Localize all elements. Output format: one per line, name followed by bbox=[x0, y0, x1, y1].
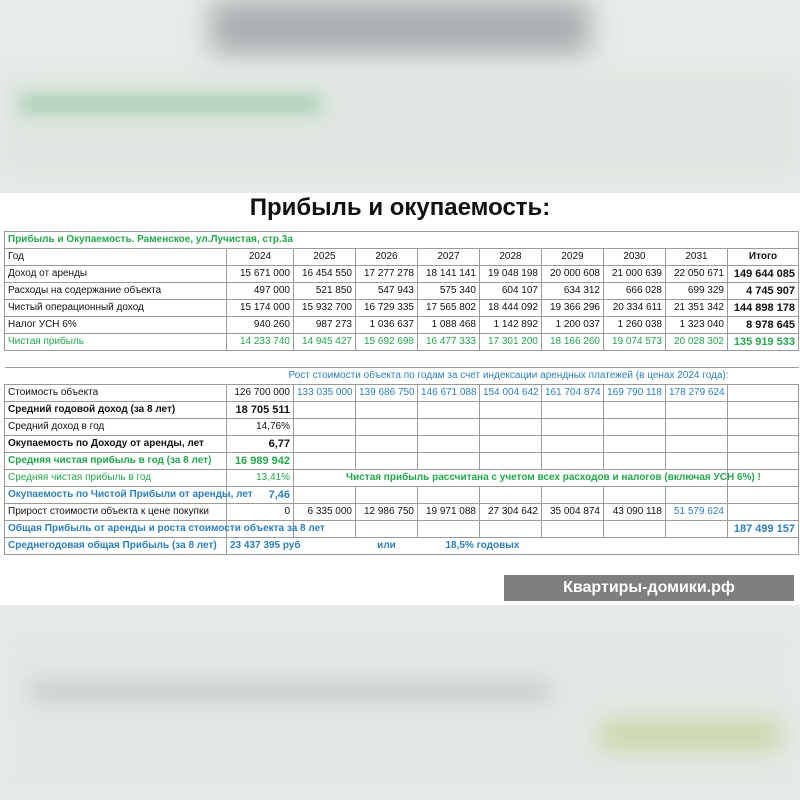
cell-value: 666 028 bbox=[604, 283, 666, 300]
row-label: Общая Прибыль от аренды и роста стоимости объекта за 8 лет bbox=[5, 521, 227, 538]
cell-value: 14 233 740 bbox=[227, 334, 294, 351]
cell-value: 17 301 200 bbox=[480, 334, 542, 351]
cell-value: 1 323 040 bbox=[666, 317, 728, 334]
cell-value: 51 579 624 bbox=[666, 504, 728, 521]
table-row bbox=[5, 266, 799, 283]
row-label: Средний доход в год bbox=[5, 419, 227, 436]
row-label: Средняя чистая прибыль в год (за 8 лет) bbox=[5, 453, 227, 470]
cell-value: 154 004 642 bbox=[480, 385, 542, 402]
header-label: Год bbox=[5, 249, 227, 266]
avg-total-pct: 18,5% годовых bbox=[445, 540, 520, 551]
avg-net-row bbox=[5, 453, 799, 470]
cell-value: 19 971 088 bbox=[418, 504, 480, 521]
total-header: Итого bbox=[728, 249, 799, 266]
table-row bbox=[5, 300, 799, 317]
cell-value: 16 989 942 bbox=[227, 453, 294, 470]
row-label: Среднегодовая общая Прибыль (за 8 лет) bbox=[5, 538, 227, 555]
row-label: Окупаемость по Чистой Прибыли от аренды, лет bbox=[5, 487, 227, 504]
cell-value: 17 277 278 bbox=[356, 266, 418, 283]
year-header: 2029 bbox=[542, 249, 604, 266]
row-label: Средняя чистая прибыль в год bbox=[5, 470, 227, 487]
avg-income-pct-row bbox=[5, 419, 799, 436]
avg-total-value: 23 437 395 руб bbox=[230, 540, 301, 551]
cell-value: 20 028 302 bbox=[666, 334, 728, 351]
cell-value: 1 200 037 bbox=[542, 317, 604, 334]
year-header: 2028 bbox=[480, 249, 542, 266]
cell-value: 940 260 bbox=[227, 317, 294, 334]
year-header: 2027 bbox=[418, 249, 480, 266]
profit-card bbox=[0, 193, 800, 605]
cell-total: 8 978 645 bbox=[728, 317, 799, 334]
cell-value: 14 945 427 bbox=[294, 334, 356, 351]
cell-value: 987 273 bbox=[294, 317, 356, 334]
cell-total: 135 919 533 bbox=[728, 334, 799, 351]
profit-table bbox=[4, 231, 799, 555]
cell-value: 604 107 bbox=[480, 283, 542, 300]
cell-value: 169 790 118 bbox=[604, 385, 666, 402]
net-profit-note: Чистая прибыль рассчитана с учетом всех расходов и налогов (включая УСН 6%) ! bbox=[346, 472, 761, 483]
cell-value: 18 141 141 bbox=[418, 266, 480, 283]
cell-value: 15 932 700 bbox=[294, 300, 356, 317]
cell-value: 6 335 000 bbox=[294, 504, 356, 521]
cell-value: 7,46 bbox=[227, 487, 294, 504]
cell-total: 187 499 157 bbox=[728, 521, 799, 538]
row-label: Окупаемость по Доходу от аренды, лет bbox=[5, 436, 227, 453]
table-row bbox=[5, 283, 799, 300]
row-label: Прирост стоимости объекта к цене покупки bbox=[5, 504, 227, 521]
row-label: Чистый операционный доход bbox=[5, 300, 227, 317]
cell-total: 144 898 178 bbox=[728, 300, 799, 317]
cell-value: 22 050 671 bbox=[666, 266, 728, 283]
cell-value: 14,76% bbox=[227, 419, 294, 436]
cell-value: 20 000 608 bbox=[542, 266, 604, 283]
cell-value: 133 035 000 bbox=[294, 385, 356, 402]
cell-value: 699 329 bbox=[666, 283, 728, 300]
cell-value: 19 366 296 bbox=[542, 300, 604, 317]
table-row bbox=[5, 317, 799, 334]
cell-value: 13,41% bbox=[227, 470, 294, 487]
cell-value: 16 454 550 bbox=[294, 266, 356, 283]
sheet-title-row bbox=[5, 232, 799, 249]
cell-total: 4 745 907 bbox=[728, 283, 799, 300]
cell-value: 12 986 750 bbox=[356, 504, 418, 521]
cell-value: 35 004 874 bbox=[542, 504, 604, 521]
cell-value: 21 351 342 bbox=[666, 300, 728, 317]
cell-value: 178 279 624 bbox=[666, 385, 728, 402]
cell-value: 20 334 611 bbox=[604, 300, 666, 317]
avg-total-row bbox=[5, 538, 799, 555]
sheet-title: Прибыль и Окупаемость. Раменское, ул.Лучистая, стр.3а bbox=[5, 232, 799, 249]
cell-value: 15 671 000 bbox=[227, 266, 294, 283]
growth-note: Рост стоимости объекта по годам за счет индексации арендных платежей (в ценах 2024 года): bbox=[288, 370, 729, 381]
watermark-logo: Квартиры-домики.рф bbox=[504, 575, 794, 601]
row-label: Стоимость объекта bbox=[5, 385, 227, 402]
cell-value: 1 036 637 bbox=[356, 317, 418, 334]
cell-value: 21 000 639 bbox=[604, 266, 666, 283]
cell-value: 17 565 802 bbox=[418, 300, 480, 317]
cell-value: 126 700 000 bbox=[227, 385, 294, 402]
year-header: 2030 bbox=[604, 249, 666, 266]
year-header: 2024 bbox=[227, 249, 294, 266]
cell-value: 1 260 038 bbox=[604, 317, 666, 334]
row-label: Налог УСН 6% bbox=[5, 317, 227, 334]
cell-value: 634 312 bbox=[542, 283, 604, 300]
cell-value: 16 477 333 bbox=[418, 334, 480, 351]
cell-value: 0 bbox=[227, 504, 294, 521]
cell-value: 18 444 092 bbox=[480, 300, 542, 317]
cell-value: 521 850 bbox=[294, 283, 356, 300]
cell-value: 139 686 750 bbox=[356, 385, 418, 402]
year-header: 2031 bbox=[666, 249, 728, 266]
row-label: Чистая прибыль bbox=[5, 334, 227, 351]
year-header: 2025 bbox=[294, 249, 356, 266]
row-label: Расходы на содержание объекта bbox=[5, 283, 227, 300]
cell-value: 575 340 bbox=[418, 283, 480, 300]
payback-net-row bbox=[5, 487, 799, 504]
header-row bbox=[5, 249, 799, 266]
total-profit-row bbox=[5, 521, 799, 538]
cell-value: 6,77 bbox=[227, 436, 294, 453]
object-value-row bbox=[5, 385, 799, 402]
cell-value: 15 692 698 bbox=[356, 334, 418, 351]
cell-total: 149 644 085 bbox=[728, 266, 799, 283]
payback-income-row bbox=[5, 436, 799, 453]
value-increase-row bbox=[5, 504, 799, 521]
avg-total-or: или bbox=[356, 538, 418, 555]
cell-value: 146 671 088 bbox=[418, 385, 480, 402]
cell-value: 43 090 118 bbox=[604, 504, 666, 521]
cell-value: 161 704 874 bbox=[542, 385, 604, 402]
growth-note-row bbox=[5, 368, 799, 385]
cell-value: 15 174 000 bbox=[227, 300, 294, 317]
year-header: 2026 bbox=[356, 249, 418, 266]
cell-value: 19 074 573 bbox=[604, 334, 666, 351]
cell-value: 18 166 260 bbox=[542, 334, 604, 351]
net-profit-row bbox=[5, 334, 799, 351]
avg-income-row bbox=[5, 402, 799, 419]
spacer-row bbox=[5, 351, 799, 368]
page-title: Прибыль и окупаемость: bbox=[249, 194, 551, 221]
cell-value: 27 304 642 bbox=[480, 504, 542, 521]
cell-value: 19 048 198 bbox=[480, 266, 542, 283]
cell-value: 1 088 468 bbox=[418, 317, 480, 334]
cell-value: 16 729 335 bbox=[356, 300, 418, 317]
cell-value: 18 705 511 bbox=[227, 402, 294, 419]
row-label: Доход от аренды bbox=[5, 266, 227, 283]
cell-value: 1 142 892 bbox=[480, 317, 542, 334]
row-label: Средний годовой доход (за 8 лет) bbox=[5, 402, 227, 419]
cell-value: 547 943 bbox=[356, 283, 418, 300]
cell-value: 497 000 bbox=[227, 283, 294, 300]
avg-net-pct-row bbox=[5, 470, 799, 487]
